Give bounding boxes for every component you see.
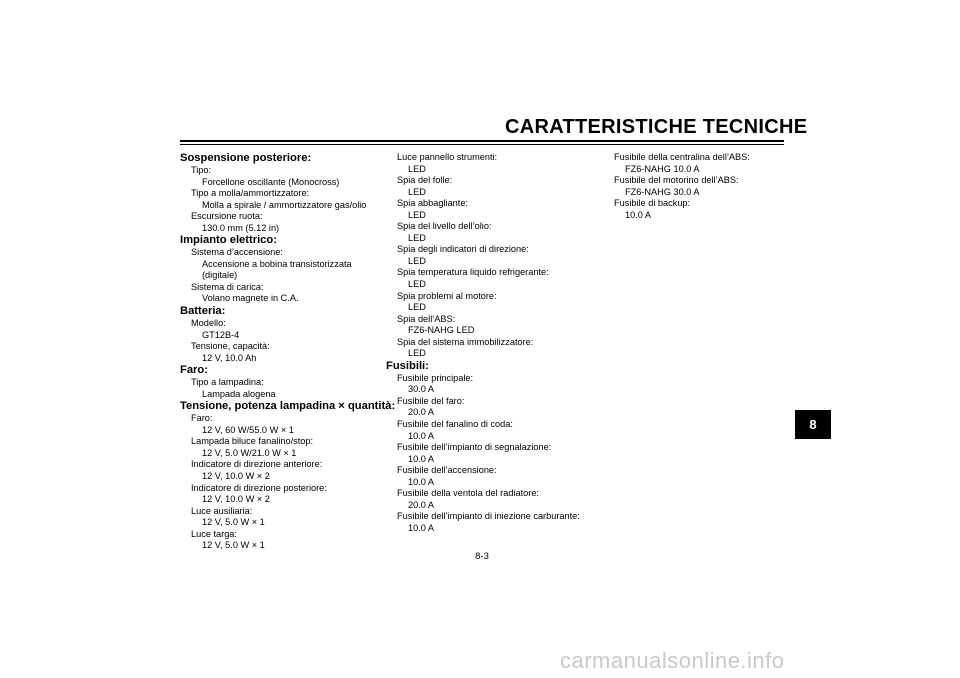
spec-value: 12 V, 10.0 Ah bbox=[202, 352, 257, 363]
spec-label: Spia abbagliante: bbox=[397, 198, 469, 209]
spec-value: 20.0 A bbox=[408, 407, 435, 418]
spec-label: Fusibile dell’impianto di iniezione carburante: bbox=[397, 511, 580, 522]
spec-label: Indicatore di direzione anteriore: bbox=[191, 459, 323, 470]
spec-label: Fusibile dell’impianto di segnalazione: bbox=[397, 442, 552, 453]
spec-value: 12 V, 5.0 W × 1 bbox=[202, 517, 265, 528]
spec-value: 20.0 A bbox=[408, 499, 435, 510]
page-title: CARATTERISTICHE TECNICHE bbox=[505, 116, 808, 138]
spec-column-3 bbox=[603, 152, 803, 221]
spec-label: Fusibile dell’accensione: bbox=[397, 465, 497, 476]
spec-column-2 bbox=[386, 152, 586, 535]
spec-value: LED bbox=[408, 279, 426, 290]
spec-value: 10.0 A bbox=[408, 453, 435, 464]
page-number: 8-3 bbox=[475, 551, 489, 562]
spec-label: Spia degli indicatori di direzione: bbox=[397, 244, 529, 255]
spec-value: FZ6-NAHG 30.0 A bbox=[625, 186, 700, 197]
spec-label: Fusibile del fanalino di coda: bbox=[397, 419, 513, 430]
watermark: carmanualsonline.info bbox=[560, 648, 785, 673]
spec-value: 130.0 mm (5.12 in) bbox=[202, 222, 280, 233]
spec-column-1 bbox=[180, 152, 396, 552]
spec-value: 12 V, 10.0 W × 2 bbox=[202, 471, 270, 482]
chapter-tab: 8 bbox=[795, 410, 831, 439]
spec-value: LED bbox=[408, 163, 426, 174]
spec-value: Molla a spirale / ammortizzatore gas/olio bbox=[202, 199, 367, 210]
spec-label: Escursione ruota: bbox=[191, 211, 263, 222]
spec-value: LED bbox=[408, 348, 426, 359]
spec-label: Spia del folle: bbox=[397, 175, 453, 186]
spec-label: Sistema d’accensione: bbox=[191, 247, 283, 258]
spec-label: Spia del sistema immobilizzatore: bbox=[397, 336, 534, 347]
spec-label: Faro: bbox=[191, 413, 213, 424]
spec-label: Sistema di carica: bbox=[191, 281, 264, 292]
section-heading: Fusibili: bbox=[386, 359, 429, 372]
spec-value: Volano magnete in C.A. bbox=[202, 293, 299, 304]
spec-value: GT12B-4 bbox=[202, 329, 240, 340]
spec-value: 12 V, 60 W/55.0 W × 1 bbox=[202, 424, 294, 435]
spec-label: Tensione, capacità: bbox=[191, 341, 270, 352]
spec-label: Tipo a lampadina: bbox=[191, 377, 264, 388]
spec-value: 12 V, 5.0 W/21.0 W × 1 bbox=[202, 447, 297, 458]
spec-label: Luce ausiliaria: bbox=[191, 505, 253, 516]
spec-value: Forcellone oscillante (Monocross) bbox=[202, 176, 340, 187]
spec-label: Spia temperatura liquido refrigerante: bbox=[397, 267, 549, 278]
spec-label: Tipo: bbox=[191, 165, 212, 175]
spec-label: Luce pannello strumenti: bbox=[397, 152, 498, 162]
spec-label: Spia dell’ABS: bbox=[397, 313, 456, 324]
spec-label: Modello: bbox=[191, 318, 226, 329]
spec-value: Accensione a bobina transistorizzata (digitale) bbox=[202, 258, 352, 281]
spec-value: LED bbox=[408, 232, 426, 243]
section-heading: Sospensione posteriore: bbox=[180, 152, 312, 164]
spec-value: LED bbox=[408, 186, 426, 197]
spec-value: 10.0 A bbox=[408, 476, 435, 487]
spec-label: Luce targa: bbox=[191, 528, 237, 539]
spec-value: 10.0 A bbox=[625, 209, 652, 220]
spec-label: Indicatore di direzione posteriore: bbox=[191, 482, 327, 493]
spec-value: FZ6-NAHG LED bbox=[408, 325, 475, 336]
section-heading: Impianto elettrico: bbox=[180, 234, 277, 247]
title-rule bbox=[180, 140, 784, 142]
spec-label: Spia del livello dell’olio: bbox=[397, 221, 492, 232]
spec-value: 10.0 A bbox=[408, 430, 435, 441]
spec-value: LED bbox=[408, 255, 426, 266]
spec-value: 12 V, 5.0 W × 1 bbox=[202, 540, 265, 551]
spec-label: Fusibile della centralina dell’ABS: bbox=[614, 152, 750, 162]
spec-label: Fusibile del faro: bbox=[397, 395, 465, 406]
spec-label: Spia problemi al motore: bbox=[397, 290, 497, 301]
spec-value: Lampada alogena bbox=[202, 388, 276, 399]
spec-label: Fusibile di backup: bbox=[614, 198, 691, 209]
spec-value: 12 V, 10.0 W × 2 bbox=[202, 494, 270, 505]
spec-label: Fusibile principale: bbox=[397, 372, 474, 383]
spec-label: Fusibile della ventola del radiatore: bbox=[397, 488, 539, 499]
section-heading: Batteria: bbox=[180, 305, 226, 318]
spec-value: 10.0 A bbox=[408, 522, 435, 533]
title-rule-thin bbox=[180, 144, 784, 145]
section-heading: Tensione, potenza lampadina × quantità: bbox=[180, 400, 396, 413]
spec-label: Fusibile del motorino dell’ABS: bbox=[614, 175, 739, 186]
spec-value: LED bbox=[408, 209, 426, 220]
spec-label: Lampada biluce fanalino/stop: bbox=[191, 436, 314, 447]
spec-value: FZ6-NAHG 10.0 A bbox=[625, 163, 700, 174]
spec-value: LED bbox=[408, 302, 426, 313]
section-heading: Faro: bbox=[180, 364, 208, 377]
spec-label: Tipo a molla/ammortizzatore: bbox=[191, 188, 310, 199]
spec-value: 30.0 A bbox=[408, 384, 435, 395]
